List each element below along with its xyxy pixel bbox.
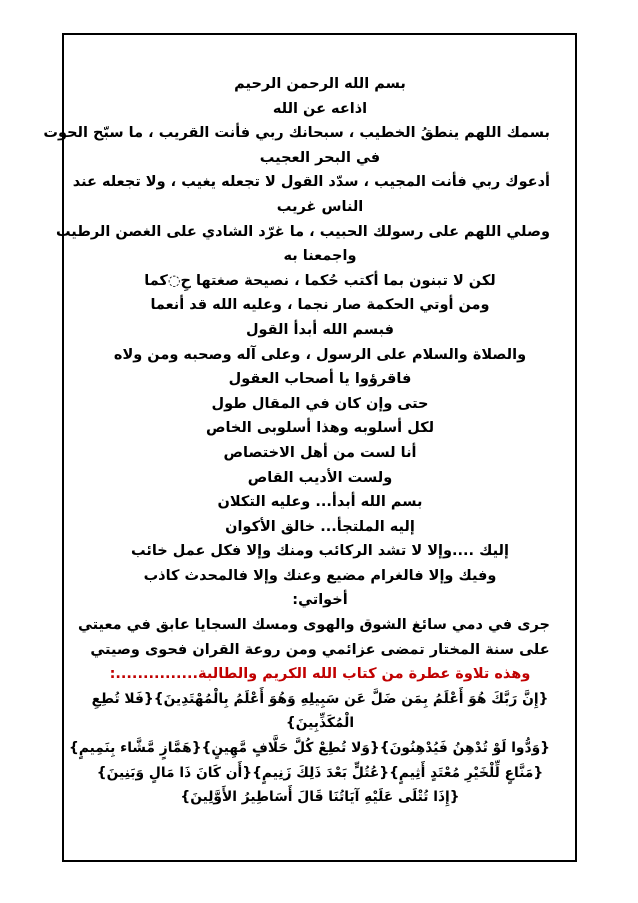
text-line: وصلي اللهم على رسولك الحبيب ، ما غرّد الشادي على الغصن الرطيب — [55, 223, 550, 240]
text-line: بسم الله الرحمن الرحيم — [234, 76, 406, 92]
text-line: والصلاة والسلام على الرسول ، وعلى آله وصحبه ومن ولاه — [113, 346, 527, 363]
text-line: أنا لست من أهل الاختصاص — [223, 444, 417, 461]
text-line: أدعوك ربي فأنت المجيب ، سدّد القول لا تجعله يغيب ، ولا تجعله عند — [72, 174, 550, 191]
document-body — [43, 72, 550, 810]
text-line: لكل أسلوبه وهذا أسلوبى الخاص — [205, 420, 435, 437]
text-line: الْمُكَذِّبِينَ} — [285, 715, 355, 732]
text-line: اذاعه عن الله — [272, 100, 368, 117]
text-line: وفيك وإلا فالغرام مضيع وعنك وإلا فالمحدث كاذب — [143, 567, 497, 584]
text-line: بسمك اللهم ينطقُ الخطيب ، سبحانك ربي فأنت القريب ، ما سبّح الحوت — [43, 125, 550, 142]
text-line: أخواتي: — [292, 592, 348, 609]
text-line: ومن أوتي الحكمة صار نجما ، وعليه الله قد أنعما — [150, 297, 490, 314]
text-line: {مَنَّاعٍ لِّلْخَيْرِ مُعْتَدٍ أَثِيمٍ}{عُتُلٍّ بَعْدَ ذَلِكَ زَنِيمٍ}{أَن كَانَ ذَا مَالٍ وَبَنِينَ} — [96, 764, 544, 781]
text-line: الناس غريب — [276, 198, 364, 215]
text-line: على سنة المختار تمضى عزائمي ومن روعة القران فحوى وصيتي — [90, 641, 550, 658]
text-line: إليه الملتجأ... خالق الأكوان — [225, 518, 415, 535]
text-line: حتى وإن كان في المقال طول — [211, 395, 429, 412]
text-line: {إِذَا تُتْلَى عَلَيْهِ آيَاتُنَا قَالَ أَسَاطِيرُ الأَوَّلِينَ} — [180, 789, 460, 806]
text-line: في البحر العجيب — [259, 149, 381, 166]
text-line: جرى في دمي سائغ الشوق والهوى ومسك السجايا عابق في معيتي — [77, 617, 550, 634]
text-line: {وَدُّوا لَوْ تُدْهِنُ فَيُدْهِنُونَ}{وَلا تُطِعْ كُلَّ حَلَّافٍ مَّهِينٍ}{هَمَّازٍ مَّشَّاء بِنَمِيمٍ} — [69, 740, 550, 757]
text-line: لكن لا تبنون بما أكتب حُكما ، نصيحة صغتها حِ◌كما — [144, 272, 496, 289]
text-line: ولست الأديب القاص — [247, 469, 393, 486]
recitation-intro-line: وهذه تلاوة عطرة من كتاب الله الكريم والطالبة...............: — [109, 666, 531, 683]
text-line: فبسم الله أبدأ القول — [245, 321, 395, 338]
text-line: إليك ....وإلا لا تشد الركائب ومنك وإلا فكل عمل خائب — [131, 543, 509, 560]
text-line: واجمعنا به — [283, 248, 357, 265]
text-line: فاقرؤوا يا أصحاب العقول — [228, 371, 412, 388]
text-line: بسم الله أبدأ... وعليه التكلان — [217, 494, 423, 511]
text-line: {إِنَّ رَبَّكَ هُوَ أَعْلَمُ بِمَن ضَلَّ عَن سَبِيلِهِ وَهُوَ أَعْلَمُ بِالْمُهْتَدِينَ}{فَلا تُطِعِ — [91, 690, 549, 707]
